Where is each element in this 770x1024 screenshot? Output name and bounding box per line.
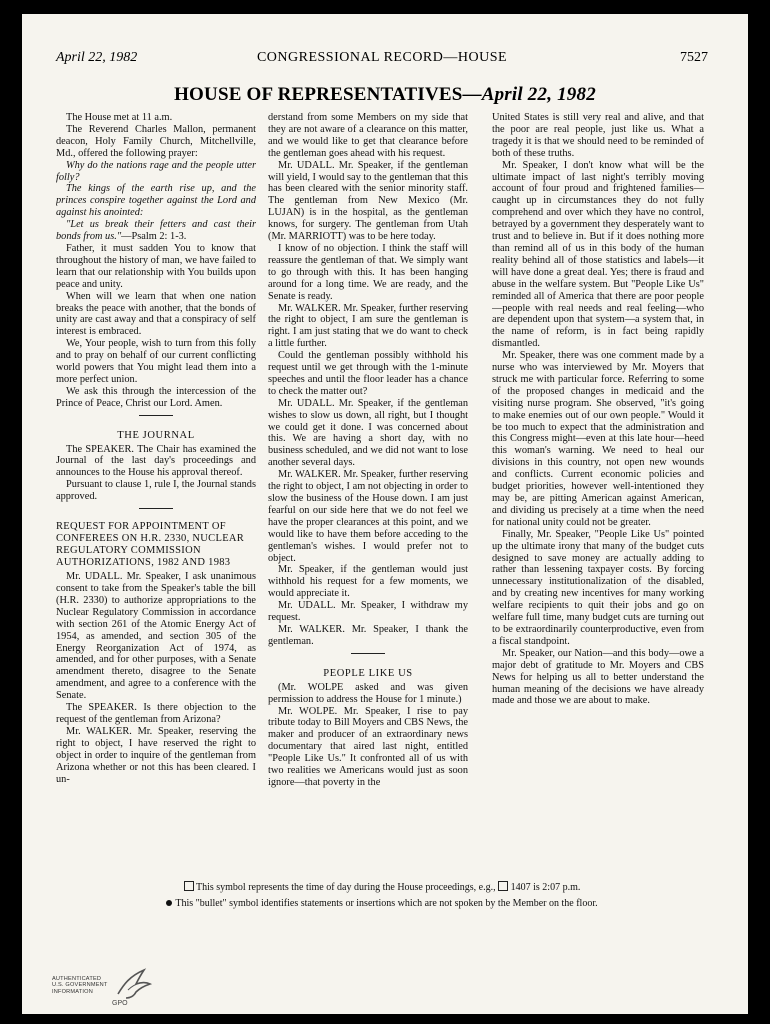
prayer-verse: The kings of the earth rise up, and the princes conspire together against the Lord and against his anointed: [56,183,256,219]
title-main: HOUSE OF REPRESENTATIVES— [174,84,482,105]
logo-mark: GPO [112,1000,128,1007]
box-symbol-icon [184,881,194,891]
column-1 [56,112,256,872]
header-page-number: 7527 [680,50,708,65]
paragraph: Mr. WALKER. Mr. Speaker, further reserving the right to object, I am sure the gentleman is right. I am just stating that we do want to check a little further. [268,302,468,350]
footnote-text: This symbol represents the time of day during the House proceedings, e.g., [195,882,496,893]
logo-line: INFORMATION [52,988,93,995]
header-date: April 22, 1982 [56,50,138,65]
prayer-verse: Why do the nations rage and the people utter folly? [56,159,256,183]
title-date: April 22, 1982 [481,84,596,105]
paragraph: I know of no objection. I think the staff will reassure the gentleman of that. We simply want to go through with this. It has been hanging around for a long time. We are ready, and the Senate is ready. [268,242,468,302]
footnote-example: 1407 is 2:07 p.m. [510,882,581,893]
footnote-time-symbol [56,880,708,896]
paragraph: Mr. WALKER. Mr. Speaker, I thank the gentleman. [268,623,468,647]
paragraph: Mr. WALKER. Mr. Speaker, reserving the right to object, I have reserved the right to object in order to inquire of the gentleman from Arizona whether or not this has been cleared. I un- [56,725,256,785]
paragraph: Mr. Speaker, I don't know what will be the ultimate impact of last night's terribly moving account of four proud and frightened families—caught up in circumstances they do not fully comprehend and over which they have no control, betrayed by a government they desperately want to trust and to believe in. But if it does nothing more than remind all of us in this body of the human reality behind all of those statistics and labels—it will have done a great deal. Yes; there is fraud and abuse in the welfare system. But "People Like Us" reminded all of America that there are poor people—people with real needs and real feeling—who are dependent upon that system—a system that, in the name of reform, is in fact being rapidly dismantled. [492,159,704,350]
paragraph: We ask this through the intercession of the Prince of Peace, Christ our Lord. Amen. [56,385,256,409]
bullet-symbol-icon [166,900,172,906]
paragraph: (Mr. WOLPE asked and was given permission to address the House for 1 minute.) [268,681,468,705]
psalm-citation: —Psalm 2: 1-3. [121,231,187,243]
paragraph: The Reverend Charles Mallon, permanent deacon, Holy Family Church, Mitchellville, Md., offered the following prayer: [56,123,256,159]
paragraph: We, Your people, wish to turn from this folly and to pray on behalf of our current conflicting world powers that You might lead them into a more perfect union. [56,338,256,385]
prayer-verse [56,219,256,243]
section-heading-people-like-us: PEOPLE LIKE US [323,667,413,679]
paragraph: Pursuant to clause 1, rule I, the Journal stands approved. [56,479,256,503]
footnote-bullet-symbol [56,896,708,912]
logo-line: AUTHENTICATED [52,976,102,982]
footnote-text: This "bullet" symbol identifies statements or insertions which are not spoken by the Member on the floor. [175,898,598,909]
footnotes [56,880,708,912]
column-2 [268,112,468,872]
logo-text [52,976,108,995]
paragraph: Mr. Speaker, our Nation—and this body—owe a major debt of gratitude to Mr. Moyers and CBS News for helping us all to better understand the human meaning of the decisions we have already made and those we are about to make. [492,647,704,707]
running-header [56,50,708,70]
paragraph: When will we learn that when one nation breaks the peace with another, that the bonds of unity are cast away and that a conspiracy of self interest is embraced. [56,290,256,338]
logo-line: U.S. GOVERNMENT [52,982,108,989]
paragraph: Finally, Mr. Speaker, "People Like Us" pointed up the ultimate irony that many of the budget cuts designed to save money are actually adding to rather than lessening taxpayer costs. By forcing unnecessary institutionalization of the disabled, and by creating new incentives for many working welfare recipients to quit their jobs and go on welfare full time, many budget cuts are turning out to be extraordinarily counterproductive, even from a fiscal standpoint. [492,528,704,647]
column-3 [492,112,704,872]
paragraph: Mr. WALKER. Mr. Speaker, further reserving the right to object, I am not objecting in order to slow the business of the House down. I am just fearful on our side here that we do not feel we have the proper clearances at this point, and we would like to have them before acceding to the gentleman's wishes. I would prefer not to object. [268,469,468,564]
paragraph: Mr. UDALL. Mr. Speaker, I ask unanimous consent to take from the Speaker's table the bill (H.R. 2330) to authorize appropriations to the Nuclear Regulatory Commission in accordance with section 261 of the Atomic Energy Act of 1954, as amended, and section 305 of the Energy Reorganization Act of 1974, as amended, and for other purposes, with a Senate amendment thereto, disagree to the Senate amendment, and agree to a conference with the Senate. [56,571,256,702]
section-heading-journal: THE JOURNAL [117,429,195,441]
paragraph: Could the gentleman possibly withhold his request until we get through with the 1-minute speeches and until the floor leader has a chance to check the matter out? [268,350,468,397]
paragraph: Mr. UDALL. Mr. Speaker, I withdraw my request. [268,600,468,624]
section-rule [351,653,385,654]
page-title [22,84,748,106]
paragraph: Father, it must sadden You to know that throughout the history of man, we have failed to learn that our relationship with You builds upon peace and unity. [56,242,256,290]
section-rule [139,415,173,416]
section-heading-request: REQUEST FOR APPOINTMENT OF CONFEREES ON H.R. 2330, NUCLEAR REGULATORY COMMISSION AUTHORIZATIONS, 1982 AND 1983 [56,521,245,569]
section-rule [139,508,173,509]
paragraph: The SPEAKER. Is there objection to the request of the gentleman from Arizona? [56,702,256,725]
document-page [22,14,748,1014]
paragraph: Mr. UDALL. Mr. Speaker, if the gentleman will yield, I would say to the gentleman that this has been cleared with the senior minority staff. The gentleman from New Mexico (Mr. LUJAN) is in the hospital, as the gentleman knows, for surgery. The gentleman from Utah (Mr. MARRIOTT) was to be here today. [268,159,468,243]
paragraph: The SPEAKER. The Chair has examined the Journal of the last day's proceedings and announces to the House his approval thereof. [56,443,256,479]
header-publication: CONGRESSIONAL RECORD—HOUSE [256,50,508,65]
eagle-icon [114,966,154,1000]
paragraph: derstand from some Members on my side that they are not aware of a clearance on this matter, and we would like to get that clearance before the gentleman goes ahead with his request. [268,112,468,159]
paragraph: The House met at 11 a.m. [66,112,173,123]
paragraph: Mr. Speaker, if the gentleman would just withhold his request for a few moments, we would appreciate it. [268,564,468,600]
prayer-quote: "Let us break their fetters and cast their bonds from us." [56,219,256,243]
paragraph: Mr. UDALL. Mr. Speaker, if the gentleman wishes to slow us down, all right, but I thought we could get it done. I was concerned about this. We are having a short day, with no business scheduled, and we did not want to lose another several days. [268,397,468,469]
paragraph: Mr. Speaker, there was one comment made by a nurse who was interviewed by Mr. Moyers that struck me with particular force. Referring to some of the proposed changes in medicaid and the visiting nurse program. She observed, "it's going to make enemies out of our own people." Would it be too much to expect that the administration and this Congress might—even at this late hour—heed this woman's warning. We need to heal our divisions in this country, not open new wounds and conflicts. Current economic policies and budget priorities, however well-intentioned they may be, are pitting American against American, and dividing us precisely at a time when the need for national unity could not be greater. [492,350,704,528]
gpo-authentication-logo [52,964,162,1010]
paragraph: Mr. WOLPE. Mr. Speaker, I rise to pay tribute today to Bill Moyers and CBS News, the maker and producer of an extraordinary news documentary that aired last night, entitled "People Like Us." It confronted all of us with two realities we Americans would just as soon ignore—that poverty in the [268,705,468,788]
paragraph: United States is still very real and alive, and that the poor are real people, just like us. What a tragedy it is that we should need to be reminded of both of these truths. [492,112,704,159]
box-symbol-icon [498,881,508,891]
